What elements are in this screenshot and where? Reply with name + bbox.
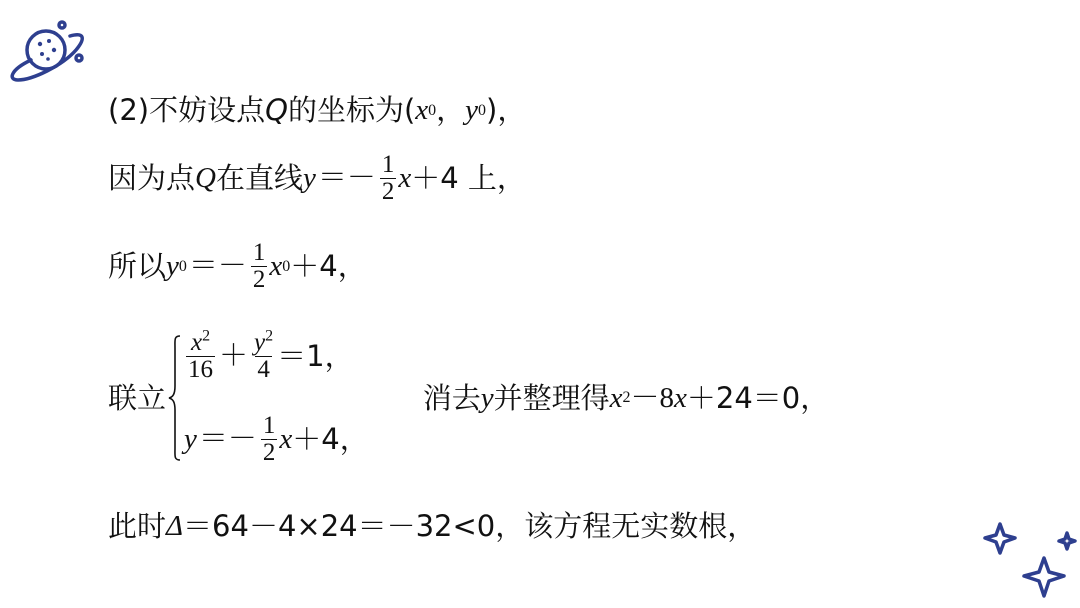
line5-expr: ＝64－4×24＝－32<0，该方程无实数根， [183,509,757,543]
line3-frac-num: 1 [252,239,266,266]
y0-equation-line: 所以 y 0 ＝－ $\frac{1}{2}$ x 0 ＋4， [108,239,367,294]
row2-y: y [184,422,197,455]
x0-var: x [415,94,429,126]
row2-eq: ＝－ [198,422,257,455]
result-x2: x [674,381,687,414]
step-label: (2) [108,93,150,127]
system-row-2 [184,413,369,467]
line3-fraction [251,240,268,294]
left-brace-icon [168,334,182,462]
line2-point: Q [195,162,216,195]
line1-text: 不妨设点 [149,93,266,127]
point-q: Q [265,93,288,127]
x2-over-16 [186,327,215,384]
step-heading-line: (2) 不妨设点 Q 的坐标为( x 0 ， y 0 )， [108,93,527,127]
line3-eq: ＝－ [188,250,247,283]
discriminant-line [108,509,757,543]
row1-tail: ＝1， [277,339,354,374]
row2-frac-den: 2 [262,438,276,466]
line3-text1: 所以 [108,249,167,284]
line3-x: x [269,250,283,283]
row2-x: x [279,422,293,455]
y2-over-4 [252,327,275,384]
row1-f1-var: x [190,329,203,356]
row1-f2-den: 4 [257,356,270,384]
line2-text1: 因为点 [108,161,196,196]
line5-text1: 此时 [108,509,167,543]
row1-f1-exp: 2 [202,327,211,345]
line2-text2: 在直线 [215,161,303,196]
line2-frac-den: 2 [381,178,395,206]
row2-fraction [261,413,278,467]
stars-icon [978,518,1078,602]
result-text: 消去 [422,380,481,415]
result-tail2: ＋24＝0， [686,380,830,415]
line3-tail: ＋4， [290,249,367,284]
row1-f2-var: y [254,329,266,356]
row2-frac-num: 1 [262,411,276,439]
system-equations [184,327,369,466]
coord-comma: ， [436,93,466,127]
row2-tail: ＋4， [292,421,369,456]
line2-fraction [380,152,397,206]
row1-plus: ＋ [219,340,249,373]
line2-y: y [302,162,316,195]
result-var: y [480,381,494,414]
line-on-line-statement [108,152,526,206]
line3-frac-den: 2 [252,266,266,294]
delta-symbol: Δ [166,510,184,542]
line2-frac-num: 1 [381,151,395,178]
line2-eq: ＝－ [317,162,376,195]
line2-tail: ＋4 上， [411,161,526,196]
row1-f1-den: 16 [188,356,214,384]
result-text2: 并整理得 [493,380,610,415]
system-row-1 [184,327,369,384]
system-line: 联立 $\frac{x^2}{16}$ ＋ $\frac{y^2}{4}$ ＝1， y ＝－ $\frac{1}{2}$ x ＋4， 消去 y 并整理得 x 2 －8 x ＋24＝0， [108,327,830,466]
planet-icon [4,8,90,88]
line3-y: y [166,250,179,283]
line1-text2: 的坐标为( [287,93,416,127]
line1-end: )， [486,93,527,127]
result-tail1: －8 [630,381,675,414]
line2-x: x [398,162,412,195]
row1-f2-exp: 2 [265,327,274,345]
y0-var: y [465,94,479,126]
system-label: 联立 [108,380,167,415]
result-x: x [609,381,623,414]
